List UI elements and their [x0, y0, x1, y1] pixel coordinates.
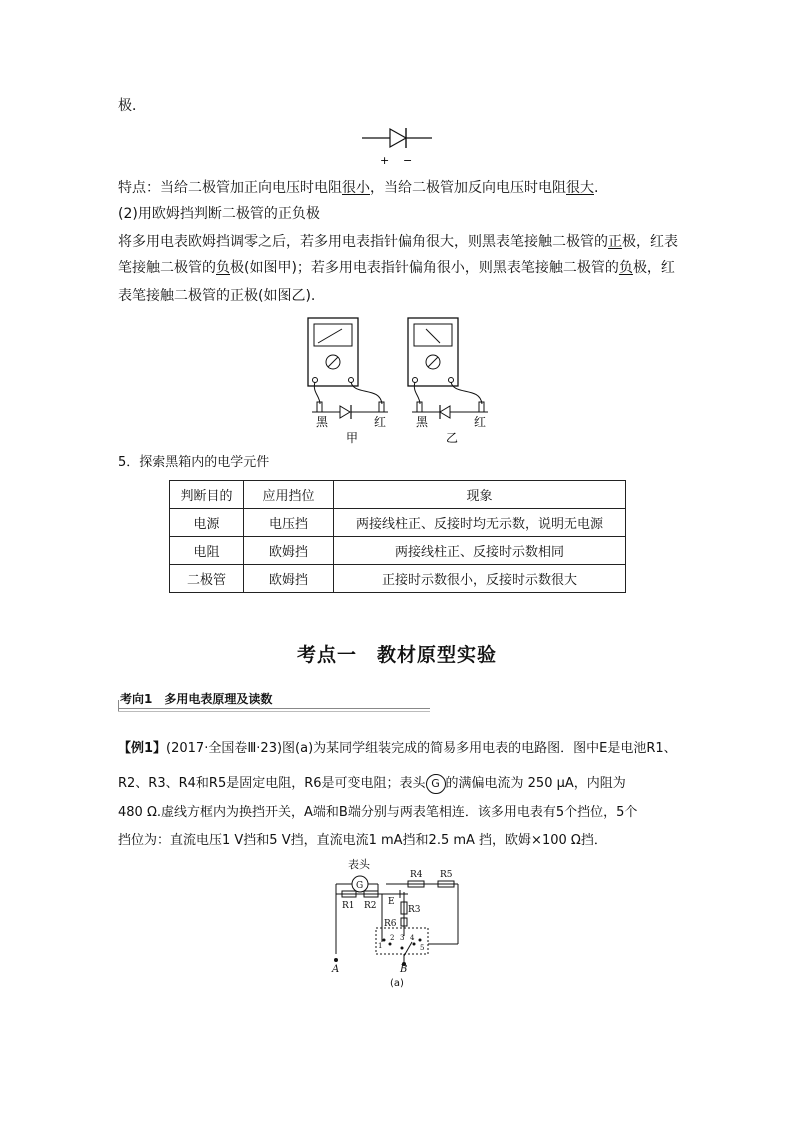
- svg-text:4: 4: [410, 934, 415, 942]
- table-row: 二极管 欧姆挡 正接时示数很小，反接时示数很大: [170, 565, 626, 593]
- feature-line: [118, 178, 598, 198]
- para-underline-negative-1: 负: [216, 260, 230, 276]
- table-header: 现象: [334, 481, 626, 509]
- circuit-diagram: [326, 856, 476, 992]
- svg-text:E: E: [388, 897, 395, 907]
- table-row: 电源 电压挡 两接线柱正、反接时均无示数，说明无电源: [170, 509, 626, 537]
- meter-right-needle: [426, 329, 440, 343]
- example-line-4: 挡位为：直流电压1 V挡和5 V挡，直流电流1 mA挡和2.5 mA 挡，欧姆×100 Ω挡．: [118, 833, 607, 848]
- subheading-2: (2)用欧姆挡判断二极管的正负极: [118, 206, 320, 222]
- meter-right-black: 黑: [416, 415, 429, 429]
- svg-text:1: 1: [378, 942, 383, 950]
- para-line-2: 笔接触二极管的负极(如图甲)；若多用电表指针偏角很小，则黑表笔接触二极管的负极，红: [118, 260, 675, 276]
- feature-prefix: 特点：当给二极管加正向电压时电阻: [118, 180, 342, 196]
- diode-plus: +: [380, 154, 390, 167]
- feature-small: 很小: [342, 180, 370, 196]
- multimeter-figure: [290, 316, 510, 446]
- meter-left: [308, 318, 388, 445]
- meter-left-black: 黑: [316, 415, 329, 429]
- meter-left-caption: 甲: [346, 431, 359, 445]
- direction-heading: 考向1 多用电表原理及读数: [120, 692, 273, 706]
- black-box-table: [169, 480, 626, 593]
- example-line-2: R2、R3、R4和R5是固定电阻，R6是可变电阻；表头 G 的满偏电流为 250 μA，内阻为: [118, 771, 626, 797]
- galvanometer-symbol: G: [426, 774, 446, 794]
- table-row: 电阻 欧姆挡 两接线柱正、反接时示数相同: [170, 537, 626, 565]
- diode-minus: −: [403, 154, 413, 167]
- circuit-caption: (a): [390, 978, 404, 989]
- svg-text:R4: R4: [410, 870, 423, 880]
- top-text: 极．: [118, 98, 146, 114]
- diode-triangle: [390, 129, 406, 147]
- diode-symbol: [360, 122, 440, 168]
- svg-text:2: 2: [390, 934, 395, 942]
- example-tag: 【例1】: [118, 741, 167, 756]
- para-underline-negative-2: 负: [618, 260, 633, 276]
- table-header-row: [170, 481, 626, 509]
- feature-end: .: [594, 180, 599, 196]
- table-header: 应用挡位: [244, 481, 334, 509]
- feature-mid: ，当给二极管加反向电压时电阻: [370, 180, 566, 196]
- svg-text:5: 5: [420, 944, 425, 952]
- meter-left-needle: [318, 329, 342, 343]
- example-line-1: 【例1】(2017·全国卷Ⅲ·23)图(a)为某同学组装完成的简易多用电表的电路图．图中E是电池R1、: [118, 741, 677, 756]
- svg-text:G: G: [356, 881, 364, 891]
- feature-big: 很大: [566, 180, 594, 196]
- svg-text:R1: R1: [342, 901, 355, 911]
- meter-left-red: 红: [374, 415, 387, 429]
- circuit-B: B: [400, 964, 408, 975]
- circuit-A: A: [332, 964, 340, 975]
- svg-text:3: 3: [400, 934, 405, 942]
- section-5-heading: 5．探索黑箱内的电学元件: [118, 455, 270, 470]
- para-line-1: 将多用电表欧姆挡调零之后，若多用电表指针偏角很大，则黑表笔接触二极管的正极，红表: [118, 234, 678, 250]
- svg-text:R2: R2: [364, 901, 377, 911]
- example-line-3: 480 Ω.虚线方框内为换挡开关，A端和B端分别与两表笔相连．该多用电表有5个挡位，5个: [118, 805, 638, 820]
- para-underline-positive: 正: [608, 234, 622, 250]
- meter-right-red: 红: [474, 415, 487, 429]
- section-title: 考点一 教材原型实验: [296, 644, 497, 666]
- direction-rule: [118, 708, 430, 709]
- circuit-head-label: 表头: [348, 858, 370, 871]
- svg-text:R6: R6: [384, 919, 397, 929]
- svg-text:R3: R3: [408, 905, 421, 915]
- direction-rule-2: [118, 711, 430, 712]
- para-line-3: 表笔接触二极管的正极(如图乙).: [118, 288, 316, 304]
- svg-text:R5: R5: [440, 870, 453, 880]
- meter-right-caption: 乙: [446, 431, 459, 445]
- table-header: 判断目的: [170, 481, 244, 509]
- meter-right: [408, 318, 488, 445]
